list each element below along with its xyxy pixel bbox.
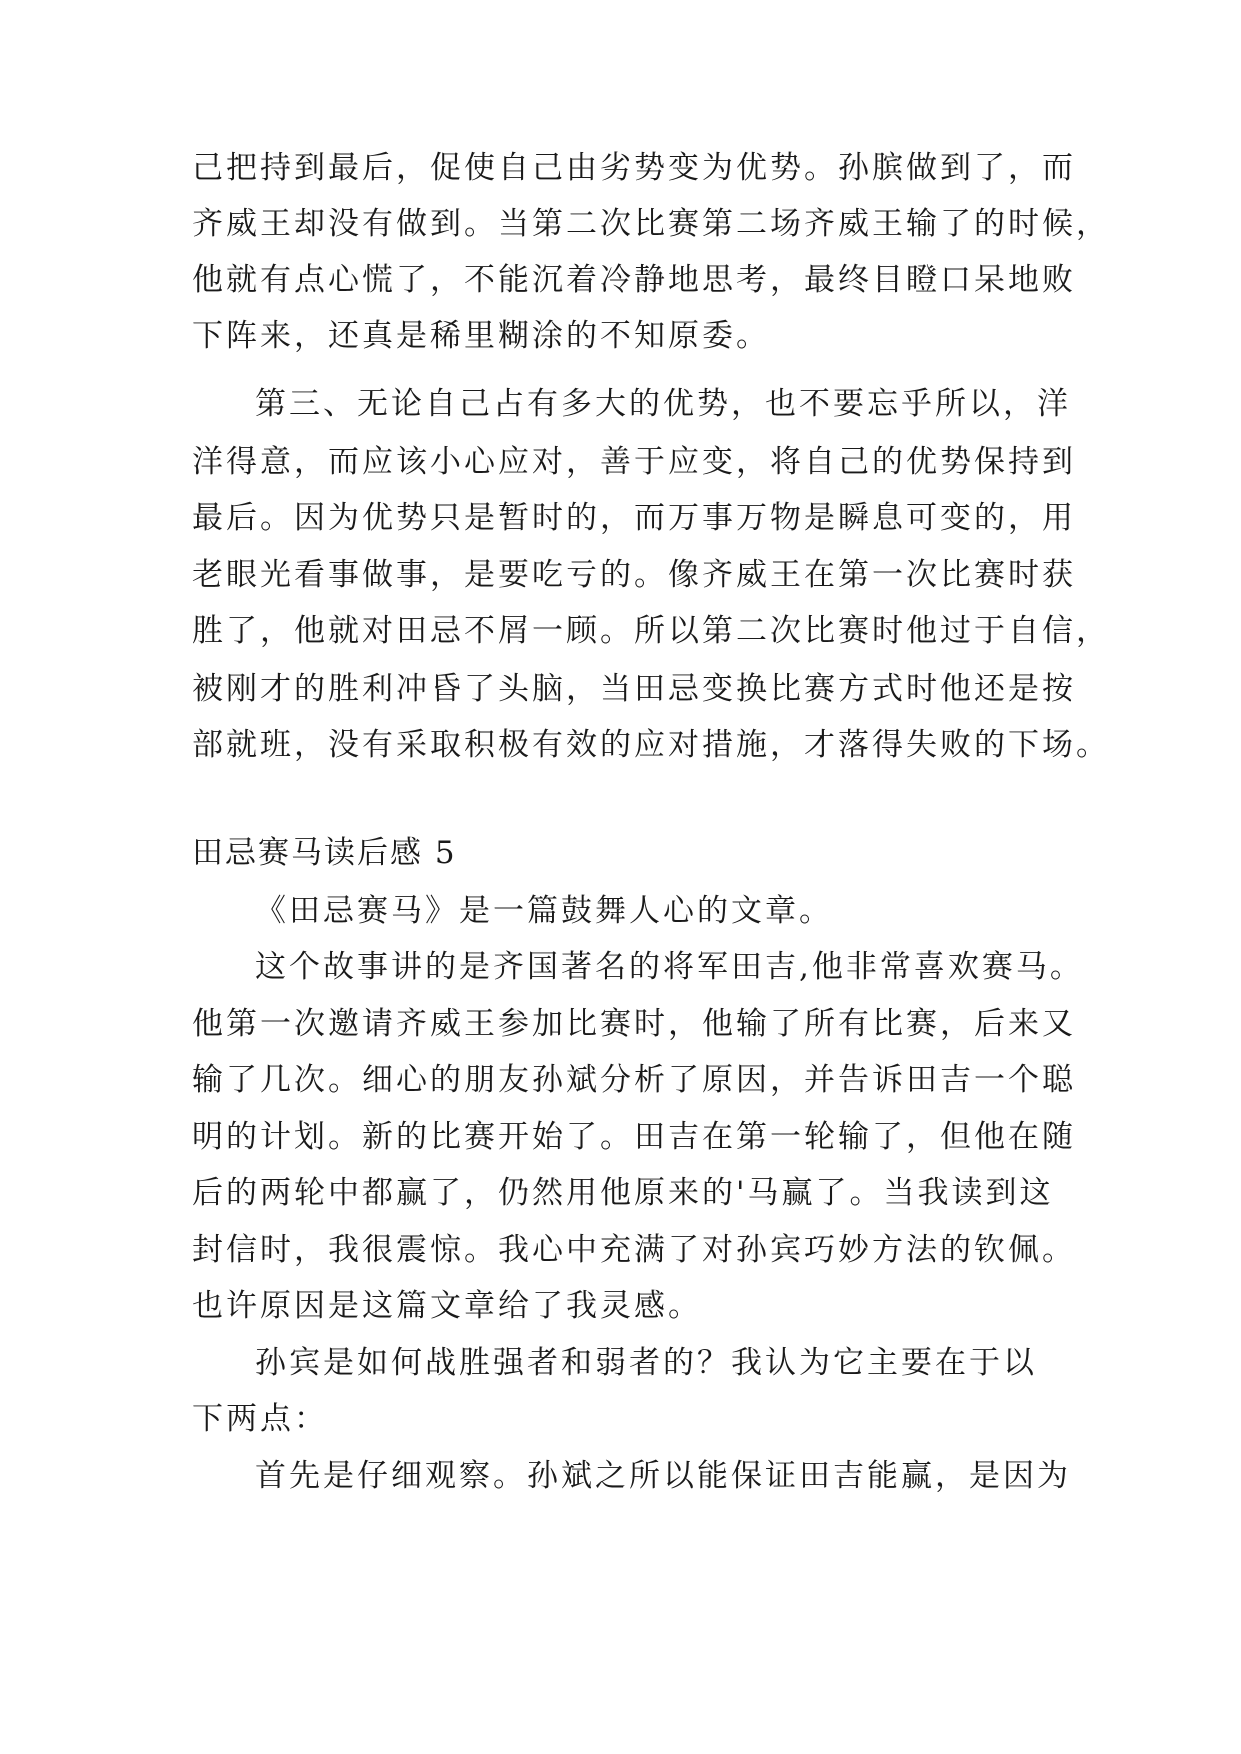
paragraph-line: 孙宾是如何战胜强者和弱者的？我认为它主要在于以 [255, 1345, 1037, 1381]
paragraph-line: 明的计划。新的比赛开始了。田吉在第一轮输了，但他在随 [192, 1119, 1076, 1155]
paragraph-line: 他就有点心慌了，不能沉着冷静地思考，最终目瞪口呆地败 [192, 262, 1076, 298]
paragraph-line: 洋得意，而应该小心应对，善于应变，将自己的优势保持到 [192, 444, 1076, 480]
section-heading: 田忌赛马读后感 5 [192, 835, 457, 871]
paragraph-line: 后的两轮中都赢了，仍然用他原来的'马赢了。当我读到这 [192, 1175, 1054, 1211]
paragraph-line: 齐威王却没有做到。当第二次比赛第二场齐威王输了的时候， [192, 206, 1110, 242]
paragraph-line: 最后。因为优势只是暂时的，而万事万物是瞬息可变的，用 [192, 500, 1076, 536]
paragraph-line: 输了几次。细心的朋友孙斌分析了原因，并告诉田吉一个聪 [192, 1062, 1076, 1098]
paragraph-line: 这个故事讲的是齐国著名的将军田吉,他非常喜欢赛马。 [255, 949, 1084, 985]
paragraph-line: 《田忌赛马》是一篇鼓舞人心的文章。 [255, 893, 833, 929]
paragraph-line: 部就班，没有采取积极有效的应对措施，才落得失败的下场。 [192, 727, 1110, 763]
paragraph-line: 第三、无论自己占有多大的优势，也不要忘乎所以，洋 [255, 386, 1071, 422]
paragraph-line: 首先是仔细观察。孙斌之所以能保证田吉能赢，是因为 [255, 1458, 1071, 1494]
paragraph-line: 他第一次邀请齐威王参加比赛时，他输了所有比赛，后来又 [192, 1006, 1076, 1042]
paragraph-line: 也许原因是这篇文章给了我灵感。 [192, 1288, 702, 1324]
paragraph-line: 封信时，我很震惊。我心中充满了对孙宾巧妙方法的钦佩。 [192, 1232, 1076, 1268]
paragraph-line: 下两点： [192, 1401, 328, 1437]
paragraph-line: 被刚才的胜利冲昏了头脑，当田忌变换比赛方式时他还是按 [192, 671, 1076, 707]
paragraph-line: 下阵来，还真是稀里糊涂的不知原委。 [192, 318, 770, 354]
paragraph-line: 老眼光看事做事，是要吃亏的。像齐威王在第一次比赛时获 [192, 557, 1076, 593]
paragraph-line: 己把持到最后，促使自己由劣势变为优势。孙膑做到了，而 [192, 150, 1076, 186]
paragraph-line: 胜了，他就对田忌不屑一顾。所以第二次比赛时他过于自信， [192, 613, 1110, 649]
